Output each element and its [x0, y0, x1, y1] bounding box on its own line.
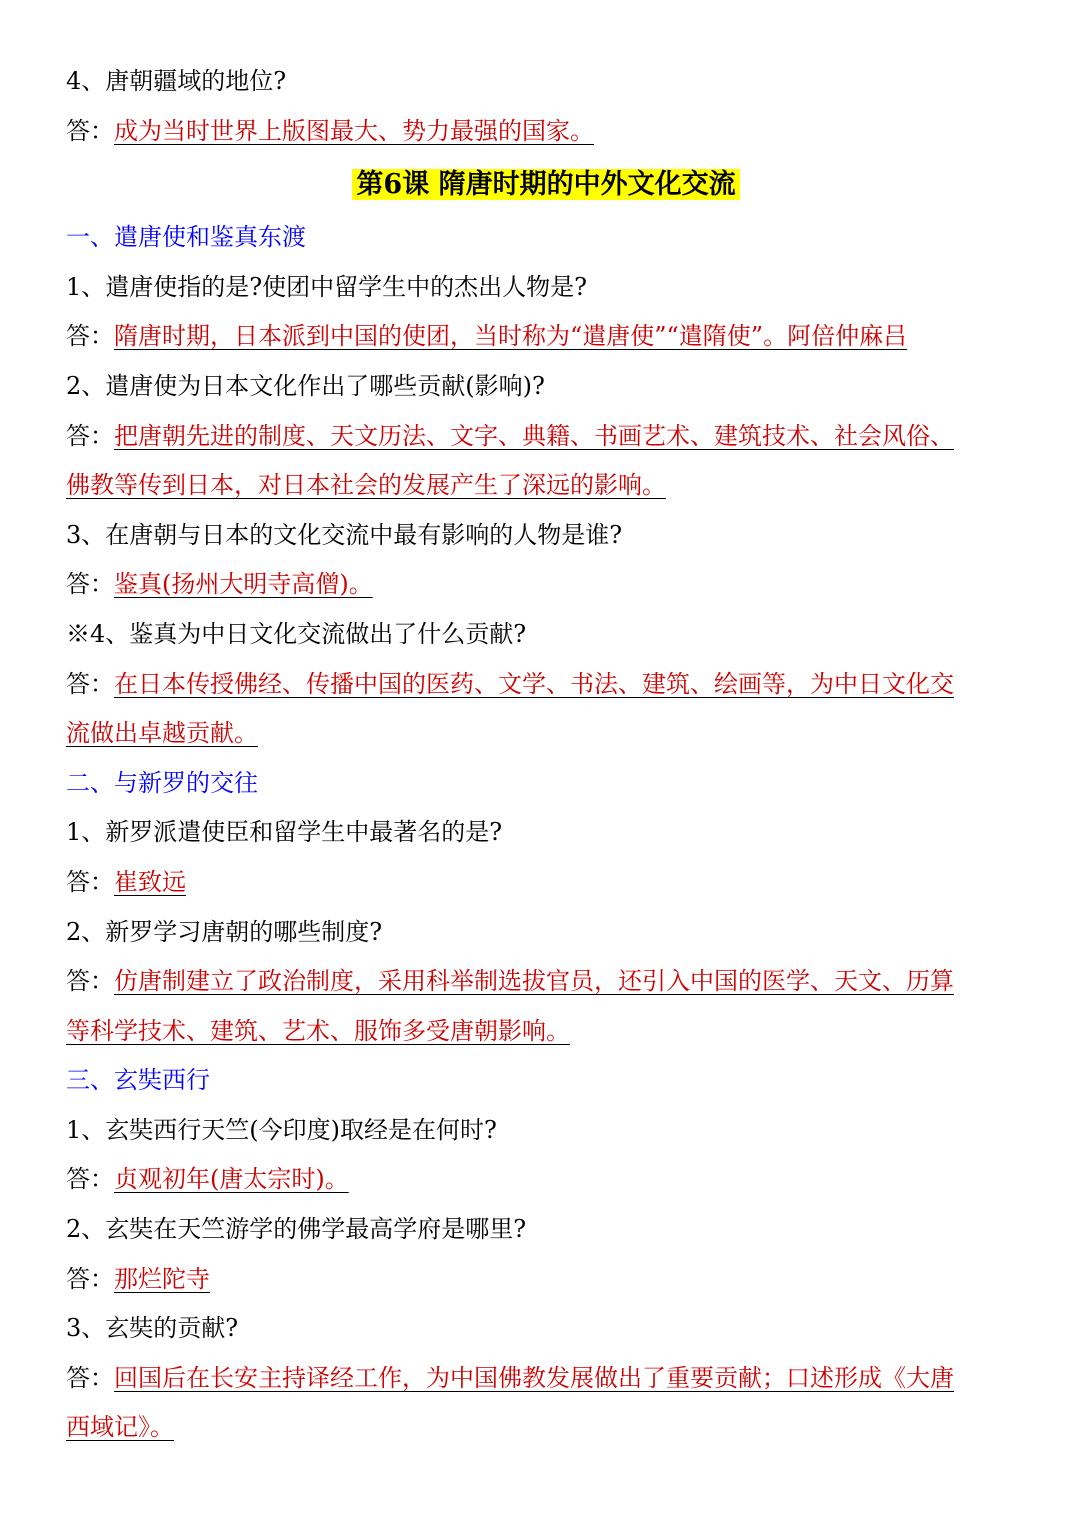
answer-prefix: 答： — [66, 1165, 114, 1194]
question-2-2: 2、新罗学习唐朝的哪些制度? — [66, 917, 383, 946]
answer-text: 流做出卓越贡献。 — [66, 719, 258, 748]
answer-2-2-cont — [66, 1007, 1026, 1057]
lesson-title — [66, 156, 1026, 213]
answer-1-3 — [66, 560, 1026, 610]
answer-prefix: 答： — [66, 116, 114, 145]
answer-3-2 — [66, 1255, 1026, 1305]
question-1-1: 1、遣唐使指的是?使团中留学生中的杰出人物是? — [66, 272, 588, 301]
question-2-1: 1、新罗派遣使臣和留学生中最著名的是? — [66, 818, 503, 847]
section-heading-1: 一、遣唐使和鉴真东渡 — [66, 223, 306, 252]
question-prev-4: 4、唐朝疆域的地位? — [66, 67, 287, 95]
answer-text: 贞观初年(唐太宗时)。 — [114, 1165, 349, 1194]
answer-text: 回国后在长安主持译经工作，为中国佛教发展做出了重要贡献；口述形成《大唐 — [114, 1363, 954, 1392]
document-page — [66, 57, 1026, 1453]
answer-3-3 — [66, 1354, 1026, 1404]
answer-text: 西域记》。 — [66, 1413, 174, 1442]
answer-2-2 — [66, 957, 1026, 1007]
answer-1-4-cont — [66, 709, 1026, 759]
answer-3-3-cont — [66, 1403, 1026, 1453]
answer-prefix: 答： — [66, 1264, 114, 1293]
answer-prefix: 答： — [66, 669, 114, 698]
question-1-4: ※4、鉴真为中日文化交流做出了什么贡献? — [66, 619, 527, 648]
answer-1-2 — [66, 412, 1026, 462]
answer-prefix: 答： — [66, 322, 114, 351]
answer-prefix: 答： — [66, 967, 114, 996]
answer-prev-4 — [66, 107, 1026, 157]
answer-text: 等科学技术、建筑、艺术、服饰多受唐朝影响。 — [66, 1016, 570, 1045]
answer-text: 成为当时世界上版图最大、势力最强的国家。 — [114, 116, 594, 145]
answer-1-1 — [66, 312, 1026, 362]
answer-1-4 — [66, 660, 1026, 710]
answer-prefix: 答： — [66, 867, 114, 896]
answer-2-1 — [66, 858, 1026, 908]
answer-text: 在日本传授佛经、传播中国的医药、文学、书法、建筑、绘画等，为中日文化交 — [114, 669, 954, 698]
answer-3-1 — [66, 1155, 1026, 1205]
question-3-2: 2、玄奘在天竺游学的佛学最高学府是哪里? — [66, 1215, 527, 1244]
answer-text: 仿唐制建立了政治制度，采用科举制选拔官员，还引入中国的医学、天文、历算 — [114, 967, 954, 996]
question-3-3: 3、玄奘的贡献? — [66, 1314, 239, 1343]
answer-text: 隋唐时期，日本派到中国的使团，当时称为“遣唐使”“遣隋使”。阿倍仲麻吕 — [114, 322, 908, 351]
section-heading-2: 二、与新罗的交往 — [66, 768, 258, 797]
answer-text: 崔致远 — [114, 867, 186, 896]
answer-prefix: 答： — [66, 1363, 114, 1392]
lesson-title-text: 第6课 隋唐时期的中外文化交流 — [352, 169, 739, 200]
answer-prefix: 答： — [66, 421, 114, 450]
answer-1-2-cont — [66, 461, 1026, 511]
answer-text: 鉴真(扬州大明寺高僧)。 — [114, 570, 373, 599]
section-heading-3: 三、玄奘西行 — [66, 1066, 210, 1095]
question-3-1: 1、玄奘西行天竺(今印度)取经是在何时? — [66, 1115, 497, 1144]
question-1-2: 2、遣唐使为日本文化作出了哪些贡献(影响)? — [66, 371, 545, 400]
answer-text: 佛教等传到日本，对日本社会的发展产生了深远的影响。 — [66, 471, 666, 500]
question-1-3: 3、在唐朝与日本的文化交流中最有影响的人物是谁? — [66, 520, 623, 549]
answer-prefix: 答： — [66, 570, 114, 599]
answer-text: 那烂陀寺 — [114, 1264, 210, 1293]
answer-text: 把唐朝先进的制度、天文历法、文字、典籍、书画艺术、建筑技术、社会风俗、 — [114, 421, 954, 450]
